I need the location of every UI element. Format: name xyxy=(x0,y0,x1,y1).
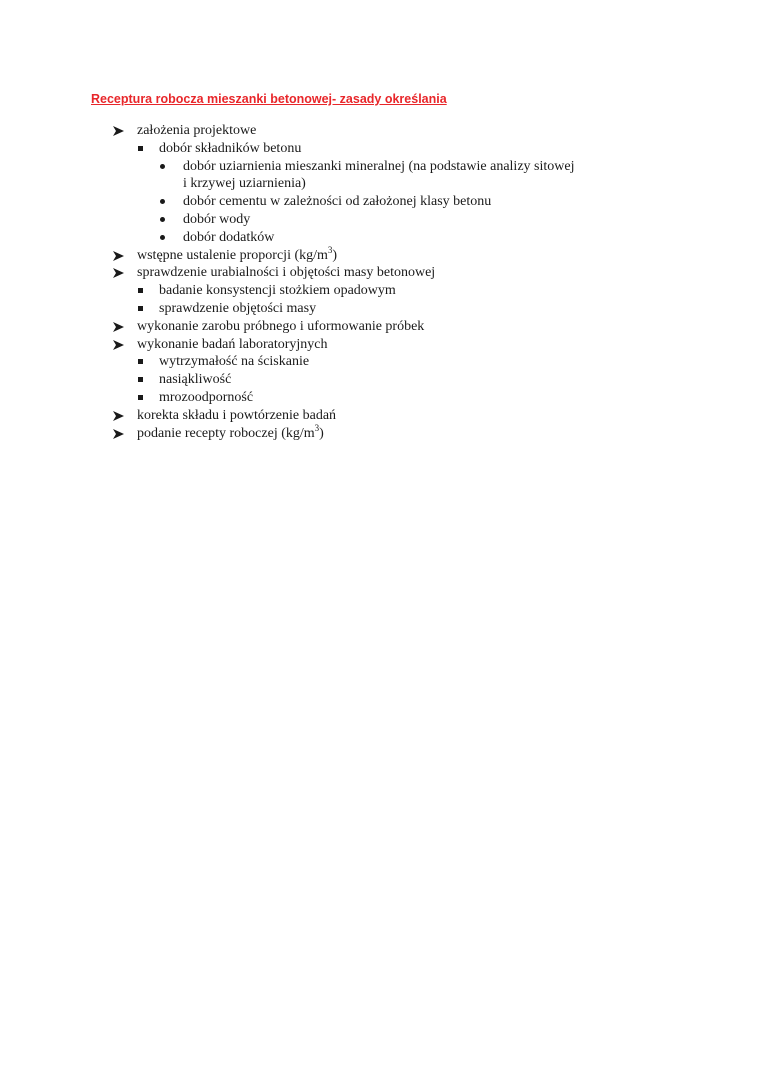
list-item xyxy=(0,229,760,247)
list-item-text: założenia projektowe xyxy=(137,123,257,138)
list-item-text: badanie konsystencji stożkiem opadowym xyxy=(159,283,396,299)
list-item-text: dobór cementu w zależności od założonej klasy betonu xyxy=(183,194,492,210)
square-bullet-icon xyxy=(138,389,143,400)
list-item-text: wykonanie badań laboratoryjnych xyxy=(137,336,328,352)
dot-bullet-icon xyxy=(160,229,165,240)
dot-bullet-icon xyxy=(160,193,165,204)
list-item xyxy=(0,371,760,389)
list-item-text: sprawdzenie objętości masy xyxy=(159,300,317,316)
list-item xyxy=(0,158,760,176)
list-item-text: wykonanie zarobu próbnego i uformowanie próbek xyxy=(137,318,425,334)
superscript: 3 xyxy=(327,244,333,255)
list-item-text: i krzywej uziarnienia) xyxy=(183,176,306,192)
square-bullet-icon xyxy=(138,282,143,293)
arrow-bullet-icon xyxy=(113,264,124,278)
list-item xyxy=(0,282,760,300)
list-item-text: mrozoodporność xyxy=(159,389,254,405)
list-item-text: wytrzymałość na ściskanie xyxy=(159,354,310,370)
list-item-continuation xyxy=(0,175,760,193)
arrow-bullet-icon xyxy=(113,425,124,439)
list-item xyxy=(0,422,760,443)
list-item xyxy=(0,318,760,336)
list-item-text: dobór dodatków xyxy=(183,229,275,245)
dot-bullet-icon xyxy=(160,211,165,222)
list-item xyxy=(0,389,760,407)
square-bullet-icon xyxy=(138,300,143,311)
list-item xyxy=(0,193,760,211)
list-item-text-main: wstępne ustalenie proporcji (kg/m xyxy=(137,247,328,263)
list-item-text-end: ) xyxy=(332,247,338,263)
arrow-bullet-icon xyxy=(113,247,124,261)
list-item xyxy=(0,336,760,354)
list-item xyxy=(0,300,760,318)
list-item xyxy=(0,353,760,371)
list-item xyxy=(0,407,760,425)
list-item xyxy=(0,211,760,229)
arrow-bullet-icon xyxy=(113,122,124,136)
list-item-text: sprawdzenie urabialności i objętości masy betonowej xyxy=(137,265,436,281)
arrow-bullet-icon xyxy=(113,336,124,350)
list-item-text: dobór uziarnienia mieszanki mineralnej (na podstawie analizy sitowej xyxy=(183,158,575,174)
list-item xyxy=(0,264,760,282)
list-item-text-main: podanie recepty roboczej (kg/m xyxy=(137,425,315,441)
list-item-text: dobór wody xyxy=(183,211,251,227)
list-item xyxy=(0,244,760,265)
list-item-text xyxy=(137,244,338,265)
list-item xyxy=(0,140,760,158)
list-item-text xyxy=(137,422,324,443)
superscript: 3 xyxy=(314,422,320,433)
list-item xyxy=(0,122,760,140)
list-item-text: nasiąkliwość xyxy=(159,372,232,388)
dot-bullet-icon xyxy=(160,158,165,169)
procedure-list xyxy=(0,122,760,442)
arrow-bullet-icon xyxy=(113,318,124,332)
document-title: Receptura robocza mieszanki betonowej- zasady określania xyxy=(91,92,447,106)
list-item-text: dobór składników betonu xyxy=(159,140,302,156)
square-bullet-icon xyxy=(138,140,143,151)
square-bullet-icon xyxy=(138,371,143,382)
square-bullet-icon xyxy=(138,353,143,364)
list-item-text-end: ) xyxy=(319,425,324,441)
list-item-text: korekta składu i powtórzenie badań xyxy=(137,407,337,423)
arrow-bullet-icon xyxy=(113,407,124,421)
